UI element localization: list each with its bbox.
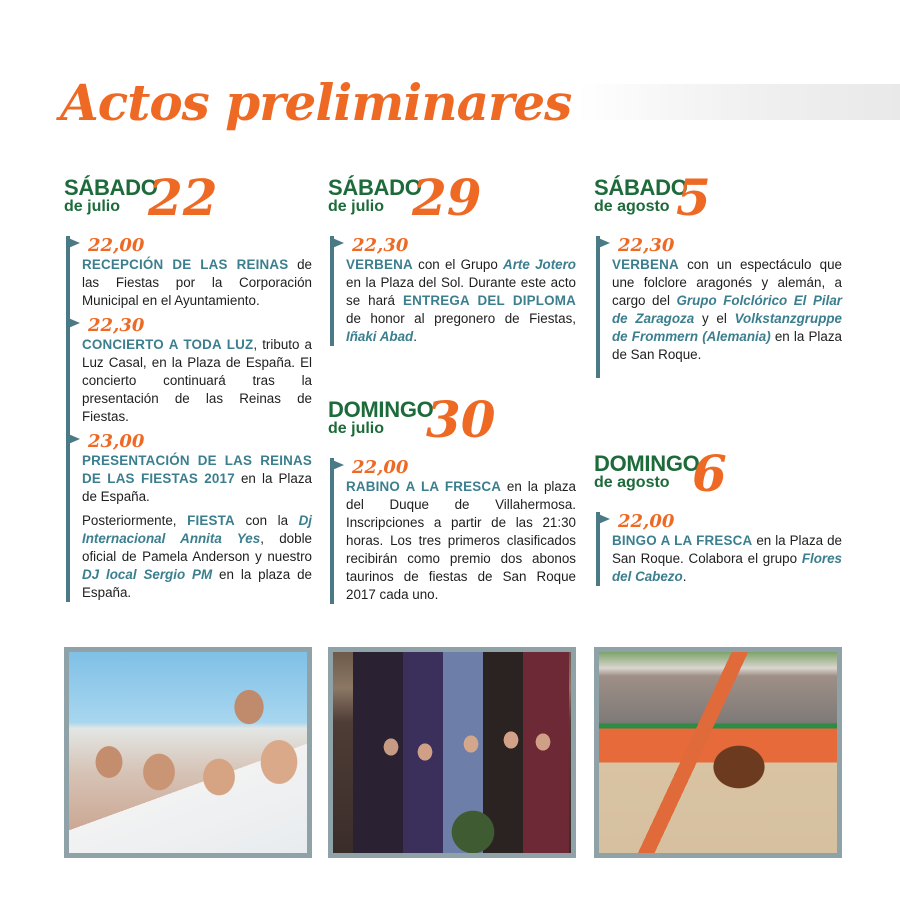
event-description (346, 478, 576, 604)
event-list (330, 458, 576, 604)
photo-reinas-noche (328, 647, 576, 858)
event-highlight: RECEPCIÓN DE LAS REINAS (82, 257, 289, 272)
month: de julio (328, 198, 384, 215)
event-time: 22,30 (88, 315, 145, 336)
event-item (346, 236, 576, 346)
flag-icon (330, 237, 344, 249)
event-highlight: RABINO A LA FRESCA (346, 479, 502, 494)
event-text: en la plaza del Duque de Villahermosa. Inscripciones a partir de las 21:30 horas. Los tres primeros clasificados recibirán como premio dos abonos taurinos de fiestas de San Roque 2017 cada uno. (346, 479, 576, 602)
day-number: 29 (412, 168, 482, 227)
flag-icon (596, 513, 610, 525)
photo-image (333, 652, 571, 853)
event-highlight: VERBENA (346, 257, 413, 272)
text: . (413, 329, 417, 344)
event-highlight: BINGO A LA FRESCA (612, 533, 753, 548)
title-decorative-band (578, 84, 900, 120)
event-item (612, 236, 842, 378)
performer-name: DJ local Sergio PM (82, 567, 213, 582)
text: en la Plaza de San Roque. (612, 329, 842, 362)
column-2 (328, 168, 578, 610)
event-description (82, 452, 312, 506)
performer-name: Volkstanzgruppe de Frommern (Alemania) (612, 311, 842, 344)
day-header-domingo-6 (594, 444, 844, 504)
event-text: de las Fiestas por la Corporación Municipal en el Ayuntamiento. (82, 257, 312, 308)
day-name: DOMINGO (328, 397, 434, 422)
event-time: 22,30 (352, 235, 409, 256)
text: en la plaza de España. (82, 567, 312, 600)
event-item (82, 236, 312, 310)
text: . (682, 569, 687, 584)
day-number: 5 (676, 168, 711, 227)
text: en la Plaza del Sol. Durante este acto se hará (346, 275, 576, 308)
photo-reinas-helados (64, 647, 312, 858)
event-description (612, 256, 842, 364)
event-time: 23,00 (88, 431, 145, 452)
performer-name: Grupo Folclórico El Pilar de Zaragoza (612, 293, 842, 326)
month: de julio (328, 420, 384, 437)
column-1 (64, 168, 314, 608)
event-item (346, 458, 576, 604)
page-title: Actos preliminares (60, 73, 572, 132)
flag-icon (66, 237, 80, 249)
text: con la (234, 513, 299, 528)
text: de honor al pregonero de Fiestas, (346, 311, 576, 326)
day-name: SÁBADO (328, 175, 422, 200)
day-header-sabado-22 (64, 168, 314, 228)
event-time: 22,00 (88, 235, 145, 256)
text: con un espectáculo que une folclore aragonés y alemán, a cargo del (612, 257, 842, 308)
event-highlight: PRESENTACIÓN DE LAS REINAS DE LAS FIESTAS 2017 (82, 453, 312, 486)
month: de agosto (594, 474, 670, 491)
performer-name: Dj Internacional Annita Yes (82, 513, 312, 546)
event-highlight: VERBENA (612, 257, 679, 272)
text: y el (694, 311, 735, 326)
person-name: Iñaki Abad (346, 329, 414, 344)
day-header-sabado-5 (594, 168, 844, 228)
flag-icon (66, 317, 80, 329)
event-time: 22,00 (618, 511, 675, 532)
event-time: 22,00 (352, 457, 409, 478)
event-highlight: FIESTA (187, 513, 235, 528)
event-highlight: CONCIERTO A TODA LUZ (82, 337, 254, 352)
day-name: SÁBADO (594, 175, 688, 200)
event-list (330, 236, 576, 346)
text: con el Grupo (412, 257, 504, 272)
event-list (596, 236, 842, 378)
event-item (612, 512, 842, 586)
event-description (612, 532, 842, 586)
day-header-domingo-30 (328, 390, 578, 450)
day-number: 22 (148, 168, 218, 227)
day-name: SÁBADO (64, 175, 158, 200)
month: de julio (64, 198, 120, 215)
event-description (346, 256, 576, 346)
text: , doble oficial de Pamela Anderson y nuestro (82, 531, 312, 564)
text: Posteriormente, (82, 513, 188, 528)
event-highlight: ENTREGA DEL DIPLOMA (402, 293, 577, 308)
photo-image (599, 652, 837, 853)
event-list (66, 236, 312, 602)
event-item (82, 316, 312, 426)
performer-name: Arte Jotero (503, 257, 576, 272)
photo-image (69, 652, 307, 853)
day-number: 6 (692, 444, 727, 503)
event-description (82, 256, 312, 310)
flag-icon (596, 237, 610, 249)
month: de agosto (594, 198, 670, 215)
day-name: DOMINGO (594, 451, 700, 476)
column-3 (594, 168, 844, 592)
event-list (596, 512, 842, 586)
text: en la Plaza de San Roque. Colabora el grupo (612, 533, 842, 566)
flag-icon (330, 459, 344, 471)
group-name: Flores del Cabezo (612, 551, 842, 584)
event-description-extra (82, 512, 312, 602)
event-item (82, 432, 312, 602)
day-number: 30 (426, 390, 496, 449)
event-text: en la Plaza de España. (82, 471, 312, 504)
event-description (82, 336, 312, 426)
event-text: , tributo a Luz Casal, en la Plaza de España. El concierto continuará tras la presentación de las Reinas de Fiestas. (82, 337, 312, 424)
day-header-sabado-29 (328, 168, 578, 228)
flag-icon (66, 433, 80, 445)
event-time: 22,30 (618, 235, 675, 256)
photo-toro-plaza (594, 647, 842, 858)
